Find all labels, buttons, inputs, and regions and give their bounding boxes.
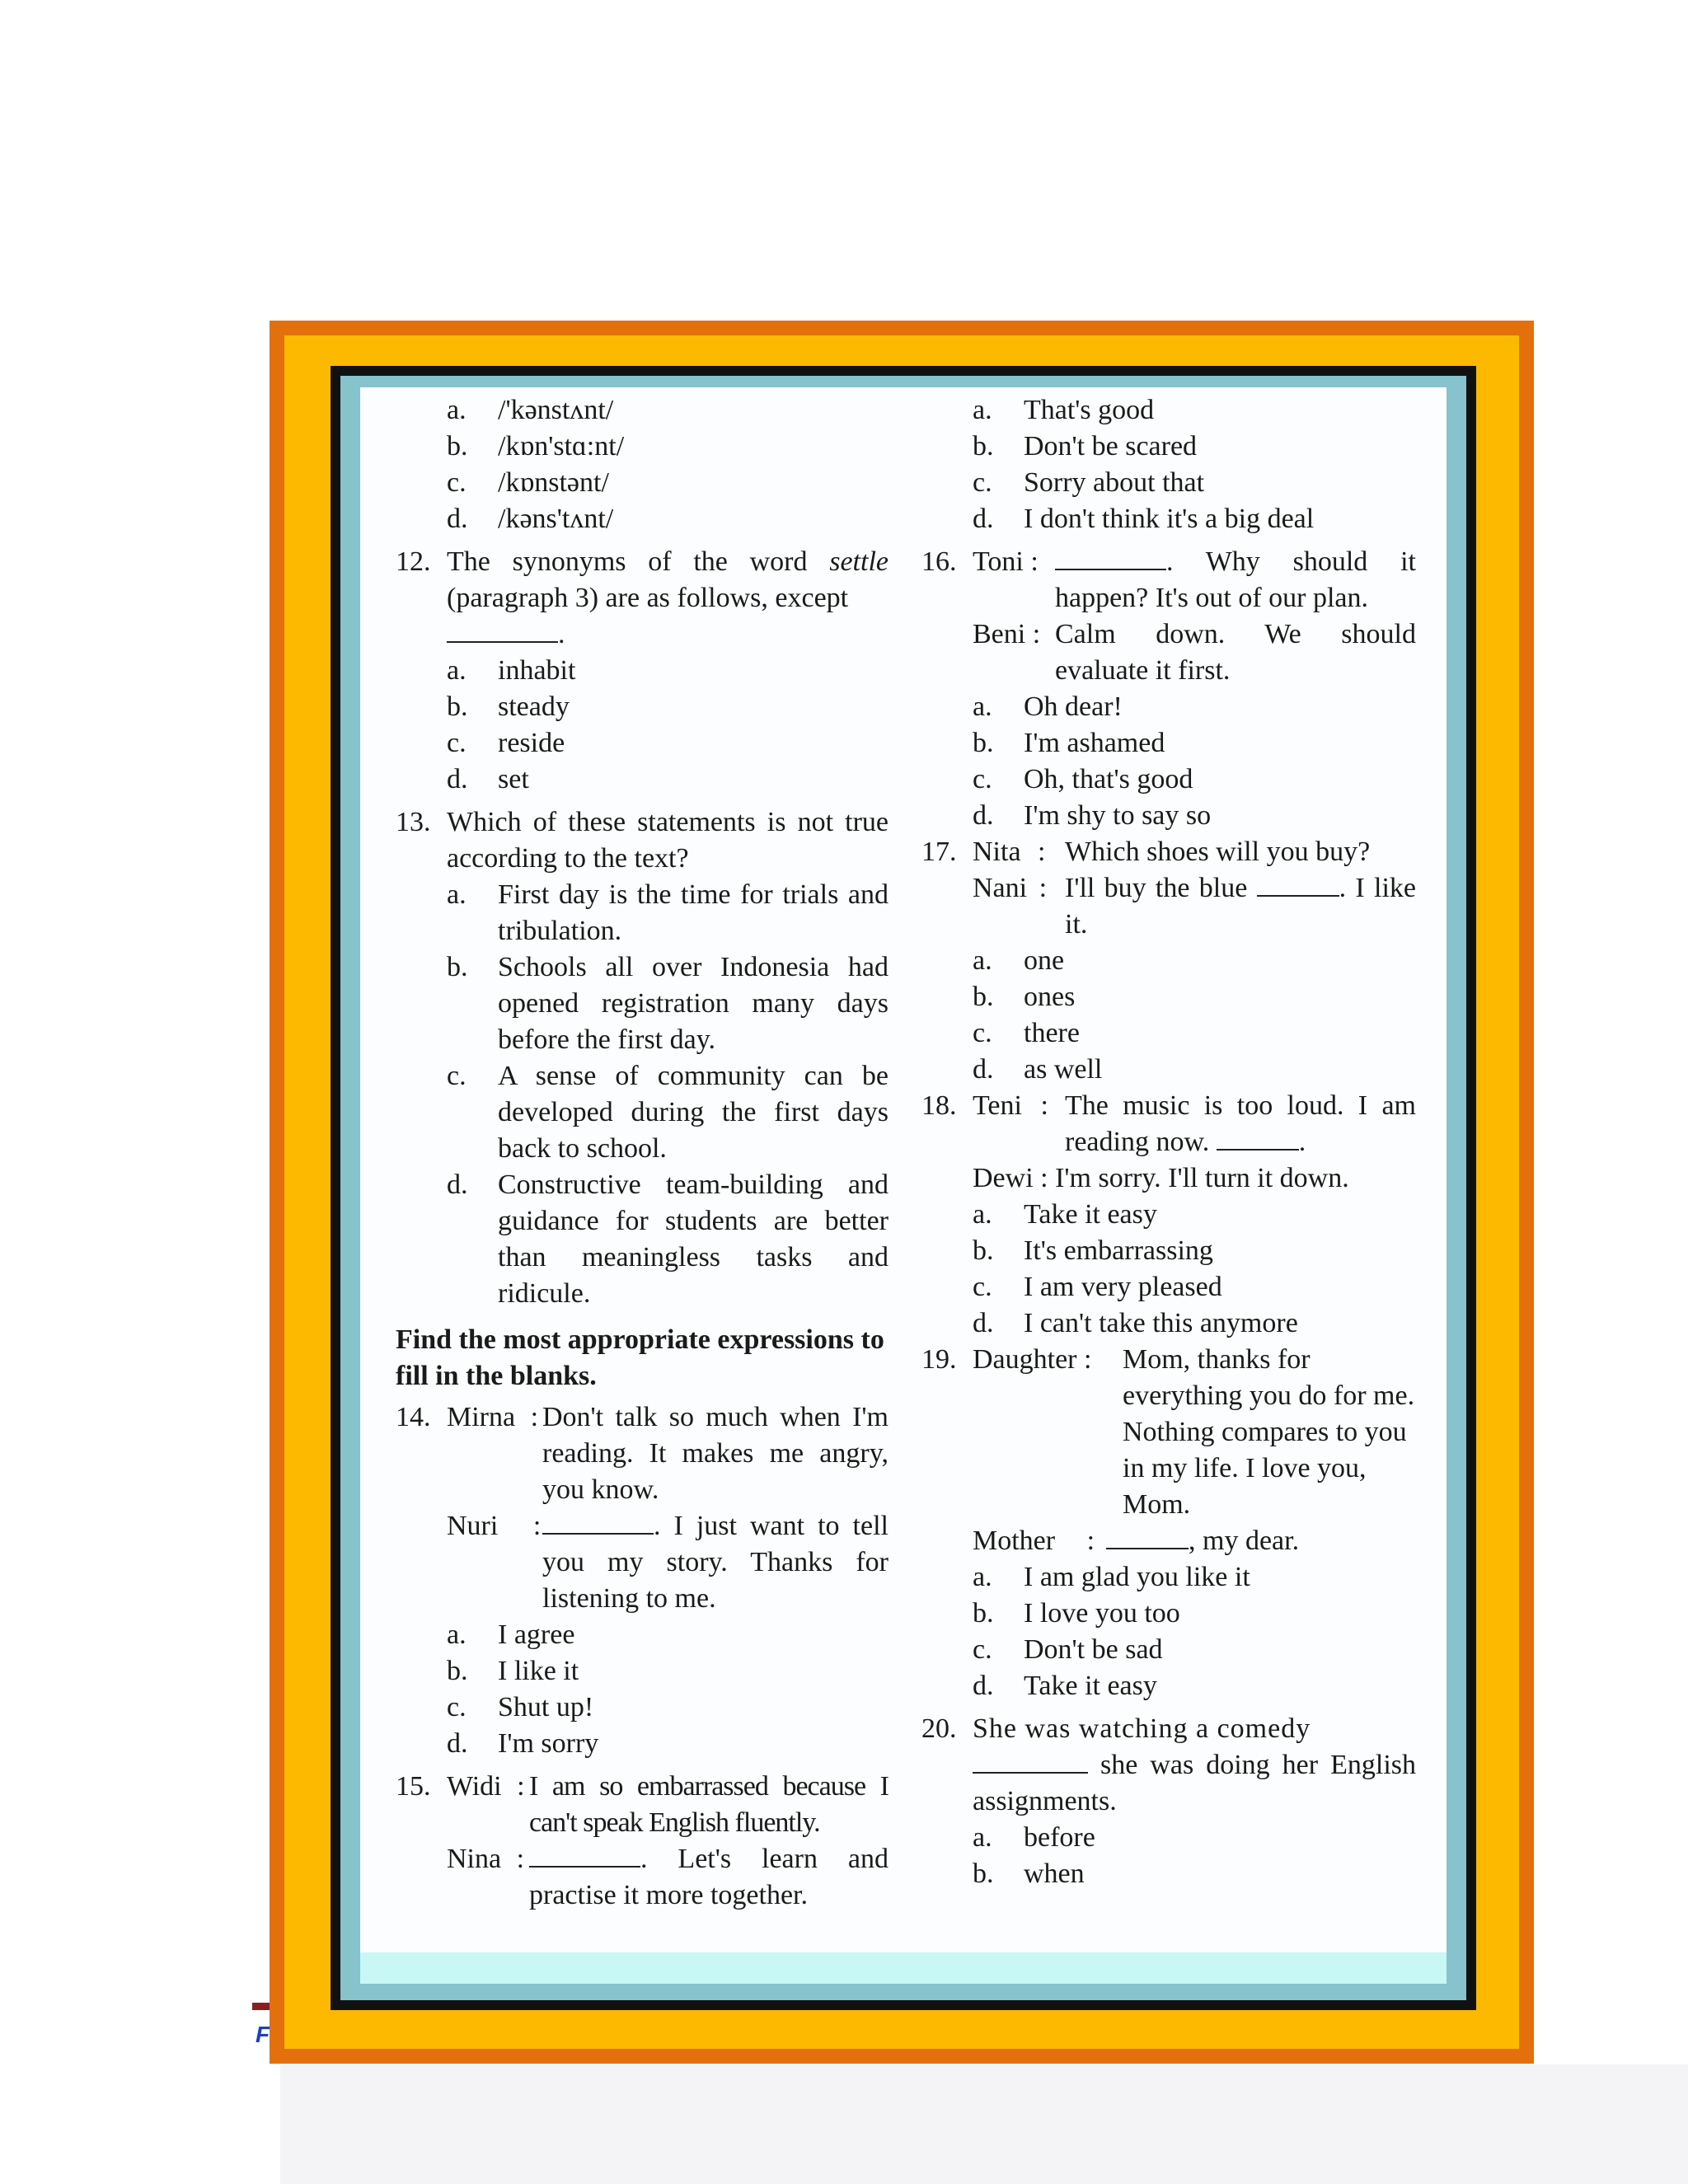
q16-option-c: c. Oh, that's good (973, 764, 1193, 794)
q14-options (447, 1617, 889, 1762)
q15-option-a: a. That's good (973, 395, 1155, 425)
q12-option-b: b. steady (447, 691, 570, 722)
q19-option-d: d. Take it easy (973, 1671, 1157, 1701)
dialogue-line-dewi: Dewi : I'm sorry. I'll turn it down. (973, 1163, 1349, 1193)
q20-option-a: a. before (973, 1822, 1095, 1853)
dialogue-line: , my dear. (1106, 1523, 1416, 1559)
q17-option-b: b. ones (973, 982, 1076, 1012)
q15-option-c: c. Sorry about that (973, 467, 1205, 498)
q16-option-a: a. Oh dear! (973, 691, 1123, 722)
question-number: 20. (921, 1713, 957, 1744)
dialogue (447, 1399, 889, 1617)
q11-option-d: d. /kəns'tʌnt/ (447, 504, 614, 534)
question-number: 15. (396, 1771, 431, 1802)
q18-options (973, 1197, 1416, 1342)
q19-option-a: a. I am glad you like it (973, 1562, 1250, 1592)
speaker-name: Beni : (973, 619, 1041, 649)
dialogue-line: . Let's learn and practise it more together. (529, 1844, 889, 1910)
speaker-name: Daughter : (973, 1344, 1092, 1375)
question-16 (921, 544, 1416, 689)
speaker-name: Nani : (973, 873, 1048, 903)
q11-option-a: a. /'kənstʌnt/ (447, 395, 614, 425)
question-19 (921, 1342, 1416, 1559)
q12-option-a: a. inhabit (447, 655, 576, 686)
q13-option-d: d. Constructive team-building and guidance for students are better than meaningless tasks and ridicule. (447, 1169, 889, 1309)
question-text: She was watching a comedy she was doing her English assignments. (973, 1713, 1416, 1816)
q12-options (447, 653, 889, 798)
question-14 (396, 1399, 889, 1617)
dialogue (447, 1769, 889, 1914)
question-number: 16. (921, 546, 957, 577)
q19-option-b: b. I love you too (973, 1598, 1180, 1629)
speaker-name: Mother : (973, 1526, 1095, 1556)
speaker-name: Toni : (973, 546, 1039, 577)
q19-option-c: c. Don't be sad (973, 1634, 1163, 1665)
q17-option-a: a. one (973, 945, 1065, 976)
question-18 (921, 1088, 1416, 1197)
question-number: 19. (921, 1344, 957, 1375)
question-20 (921, 1711, 1416, 1820)
q18-option-a: a. Take it easy (973, 1199, 1157, 1230)
dialogue (973, 1088, 1416, 1160)
right-column (921, 392, 1416, 1892)
speaker-name: Teni : (973, 1090, 1048, 1121)
q15-option-b: b. Don't be scared (973, 431, 1198, 462)
q13-option-b: b. Schools all over Indonesia had opened registration many days before the first day. (447, 952, 889, 1055)
question-text: The synonyms of the word settle (paragraph 3) are as follows, except . (447, 546, 889, 649)
answer-blank (447, 621, 558, 643)
left-column (396, 392, 889, 1914)
answer-blank (542, 1513, 654, 1535)
bottom-shade (280, 2064, 1688, 2184)
q11-option-b: b. /kɒn'stɑ:nt/ (447, 431, 625, 462)
q16-option-b: b. I'm ashamed (973, 728, 1165, 758)
dialogue-line: Don't talk so much when I'm reading. It makes me angry, you know. (542, 1402, 889, 1505)
dialogue-line: Which shoes will you buy? (1065, 837, 1371, 867)
q17-option-c: c. there (973, 1018, 1080, 1048)
section-instruction: Find the most appropriate expressions to fill in the blanks. (396, 1324, 884, 1391)
q15-option-d: d. I don't think it's a big deal (973, 504, 1315, 534)
question-number: 13. (396, 807, 431, 837)
dialogue-line: . Why should it happen? It's out of our plan. (1055, 546, 1416, 613)
q19-options (973, 1559, 1416, 1704)
q16-options (973, 689, 1416, 834)
dialogue-line: I'll buy the blue . I like it. (1065, 873, 1417, 940)
q20-options (973, 1820, 1416, 1892)
q18-option-c: c. I am very pleased (973, 1272, 1222, 1302)
dialogue-line: . I just want to tell you my story. Thanks for listening to me. (542, 1511, 889, 1614)
q14-option-a: a. I agree (447, 1619, 575, 1650)
q14-option-b: b. I like it (447, 1656, 579, 1686)
q12-option-d: d. set (447, 764, 529, 794)
question-17 (921, 834, 1416, 943)
answer-blank (1055, 549, 1166, 570)
q14-option-d: d. I'm sorry (447, 1728, 599, 1759)
q11-option-c: c. /kɒnstənt/ (447, 467, 609, 498)
stub-line (252, 2003, 270, 2010)
speaker-name: Nina : (447, 1844, 525, 1874)
question-text: Which of these statements is not true according to the text? (447, 807, 889, 874)
speaker-name: Nuri : (447, 1511, 542, 1541)
dialogue-line: The music is too loud. I am reading now. . (1065, 1090, 1416, 1157)
answer-blank (529, 1846, 640, 1868)
q11-options (447, 392, 889, 537)
page-bottom-band (360, 1952, 1447, 1984)
dialogue (973, 544, 1416, 689)
question-number: 12. (396, 546, 431, 577)
speaker-name: Mirna : (447, 1402, 539, 1432)
answer-blank (1257, 875, 1339, 897)
question-number: 18. (921, 1090, 957, 1121)
dialogue-line: Mom, thanks for everything you do for me. Nothing compares to you in my life. I love you, Mom. (1123, 1344, 1415, 1520)
dialogue-line: I am so embarrassed because I can't speak English fluently. (529, 1771, 889, 1838)
speaker-name: Widi : (447, 1771, 525, 1802)
question-number: 14. (396, 1402, 431, 1432)
q13-options (447, 877, 889, 1312)
stub-letter: F (256, 2022, 270, 2047)
q13-option-a: a. First day is the time for trials and tribulation. (447, 879, 889, 946)
question-13 (396, 804, 889, 877)
q18-option-d: d. I can't take this anymore (973, 1308, 1298, 1338)
question-15 (396, 1769, 889, 1914)
q20-option-b: b. when (973, 1858, 1085, 1889)
dialogue (973, 834, 1416, 943)
q14-option-c: c. Shut up! (447, 1692, 594, 1722)
question-12 (396, 544, 889, 653)
dialogue-line: Calm down. We should evaluate it first. (1055, 619, 1416, 686)
q16-option-d: d. I'm shy to say so (973, 800, 1212, 831)
q13-option-c: c. A sense of community can be developed during the first days back to school. (447, 1061, 889, 1164)
answer-blank (1217, 1129, 1299, 1151)
answer-blank (973, 1752, 1088, 1774)
q17-options (973, 943, 1416, 1088)
dialogue (973, 1342, 1416, 1559)
question-number: 17. (921, 837, 957, 867)
q18-option-b: b. It's embarrassing (973, 1235, 1213, 1266)
answer-blank (1106, 1528, 1189, 1549)
q15-options (973, 392, 1416, 537)
q17-option-d: d. as well (973, 1054, 1103, 1085)
speaker-name: Nita : (973, 837, 1046, 867)
q12-option-c: c. reside (447, 728, 565, 758)
